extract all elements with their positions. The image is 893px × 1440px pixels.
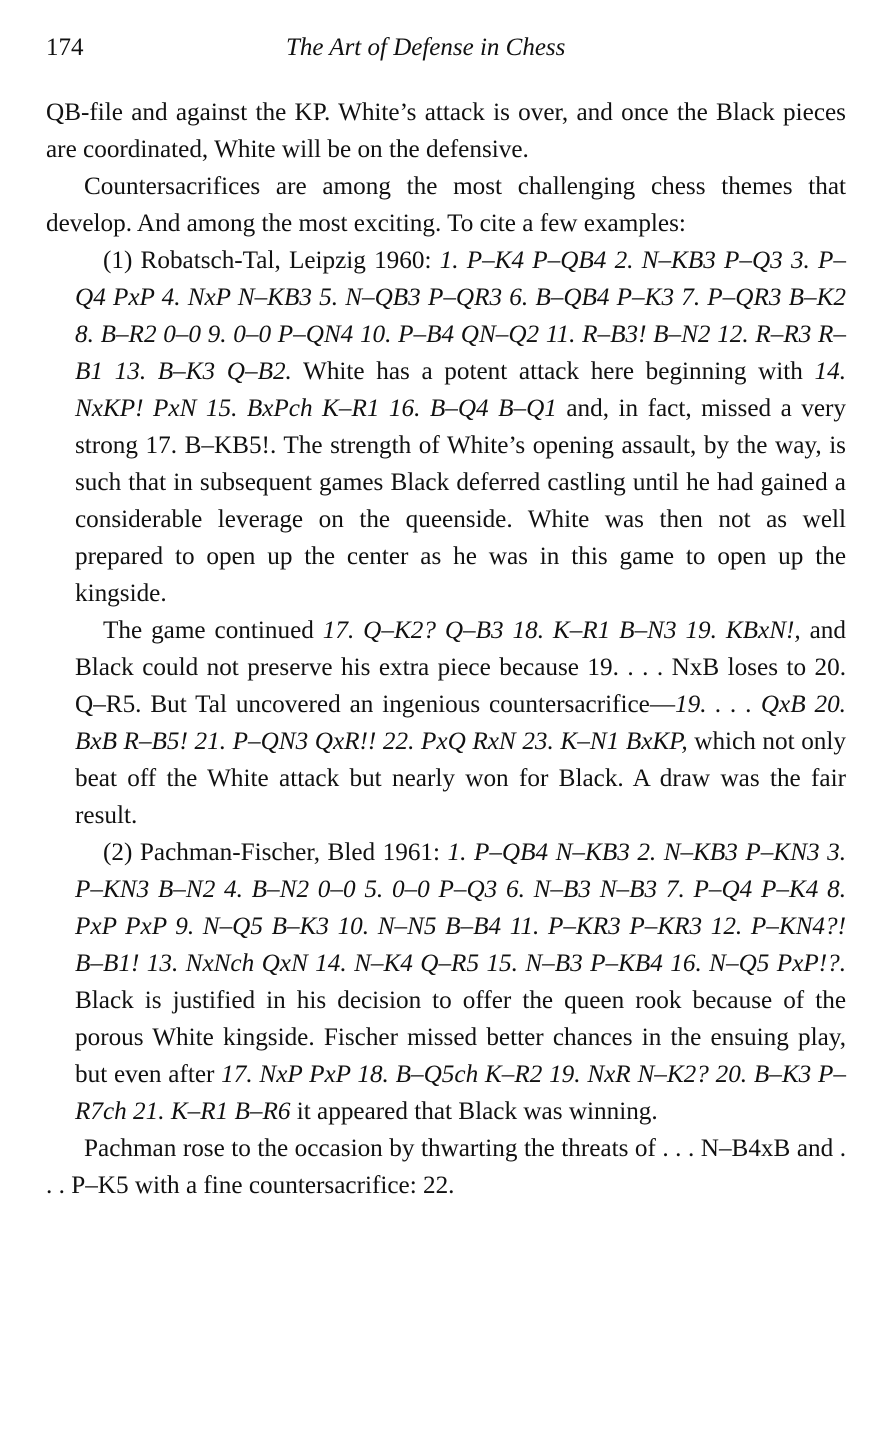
chess-notation: 14. NxKP! PxN 15. BxPch K–R1 16. B–Q4 B–Q1 [75,358,846,422]
paragraph [46,94,846,168]
text-run: QB-file and against the KP. White’s attack is over, and once the Black pieces are coordinated, White will be on the defensive. [46,99,846,163]
chess-notation: 1. P–K4 P–QB4 2. N–KB3 P–Q3 3. P–Q4 PxP 4. NxP N–KB3 5. N–QB3 P–QR3 6. B–QB4 P–K3 7. P–QR3 B–K2 8. B–R2 0–0 9. 0–0 P–QN4 10. P–B4 QN–Q2 11. R–B3! B–N2 12. R–R3 R–B1 13. B–K3 Q–B2. [75,247,846,385]
running-title: The Art of Defense in Chess [286,34,566,61]
text-run: and, in fact, missed a very strong 17. B–KB5!. The strength of White’s opening assault, by the way, is such that in subsequent games Black deferred castling until he had gained a considerable leverage on the queenside. White was then not as well prepared to open up the center as he was in this game to open up the kingside. [75,395,846,607]
body-text [46,94,846,1204]
paragraph-example-2 [75,834,846,1130]
text-run: Pachman rose to the occasion by thwarting the threats of . . . N–B4xB and . . . P–K5 with a fine countersacrifice: 22. [46,1135,846,1199]
page-number: 174 [46,34,84,61]
chess-notation: 17. Q–K2? Q–B3 18. K–R1 B–N3 19. KBxN!, [322,617,801,644]
chess-notation: 17. NxP PxP 18. B–Q5ch K–R2 19. NxR N–K2? 20. B–K3 P–R7ch 21. K–R1 B–R6 [75,1061,846,1125]
chess-notation: 19. . . . QxB 20. BxB R–B5! 21. P–QN3 QxR!! 22. PxQ RxN 23. K–N1 BxKP, [75,691,846,755]
paragraph-example-1-continued [75,612,846,834]
text-run: Black is justified in his decision to offer the queen rook because of the porous White kingside. Fischer missed better chances in the ensuing play, but even after [75,987,846,1088]
text-run: (2) Pachman-Fischer, Bled 1961: [103,839,448,866]
text-run: White has a potent attack here beginning with [291,358,815,385]
paragraph [46,168,846,242]
text-run: Countersacrifices are among the most challenging chess themes that develop. And among the most exciting. To cite a few examples: [46,173,846,237]
paragraph-example-1 [75,242,846,612]
paragraph [46,1130,846,1204]
text-run: The game continued [103,617,323,644]
text-run: and Black could not preserve his extra piece because 19. . . . NxB loses to 20. Q–R5. But Tal uncovered an ingenious countersacrifice— [75,617,846,718]
page-header [46,30,846,70]
text-run: (1) Robatsch-Tal, Leipzig 1960: [103,247,440,274]
text-run: which not only beat off the White attack but nearly won for Black. A draw was the fair result. [75,728,846,829]
chess-notation: 1. P–QB4 N–KB3 2. N–KB3 P–KN3 3. P–KN3 B–N2 4. B–N2 0–0 5. 0–0 P–Q3 6. N–B3 N–B3 7. P–Q4 P–K4 8. PxP PxP 9. N–Q5 B–K3 10. N–N5 B–B4 11. P–KR3 P–KR3 12. P–KN4?! B–B1! 13. NxNch QxN 14. N–K4 Q–R5 15. N–B3 P–KB4 16. N–Q5 PxP!?. [75,839,846,977]
text-run: it appeared that Black was winning. [290,1098,658,1125]
